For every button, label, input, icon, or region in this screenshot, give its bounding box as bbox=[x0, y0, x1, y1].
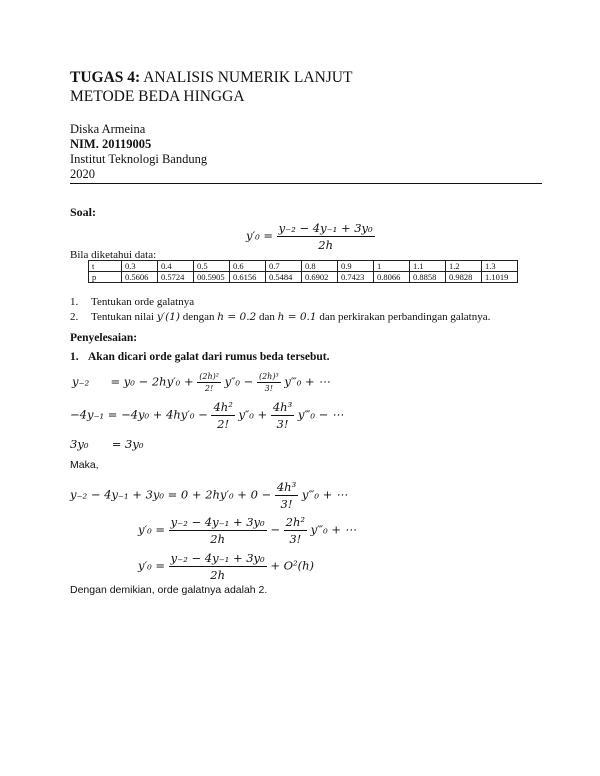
eq5-f1-numerator: y₋₂ − 4y₋₁ + 3y₀ bbox=[170, 515, 265, 529]
eq1-lhs: y₋₂ bbox=[72, 374, 90, 389]
p-cell: 1.1019 bbox=[482, 272, 518, 283]
question-text: dan bbox=[256, 311, 278, 323]
document-title bbox=[70, 68, 352, 106]
eq1-rhs-b: y″₀ − bbox=[224, 374, 254, 389]
row-label-t: t bbox=[89, 261, 122, 272]
question-math: y′(1) bbox=[156, 311, 181, 323]
data-intro: Bila diketahui data: bbox=[70, 249, 157, 261]
eq2-fraction-2 bbox=[271, 400, 294, 431]
eq4-lhs: y₋₂ − 4y₋₁ + 3y₀ = 0 + 2hy′₀ + 0 − bbox=[70, 487, 272, 502]
soal-formula bbox=[246, 221, 375, 252]
question-number: 2. bbox=[70, 311, 79, 323]
eq4-denominator: 3! bbox=[280, 497, 293, 511]
p-cell: 0.5484 bbox=[266, 272, 302, 283]
eq2-fraction-1 bbox=[211, 400, 234, 431]
eq1-fraction-1 bbox=[197, 372, 221, 393]
table-row-t bbox=[89, 261, 518, 272]
question-math: h = 0.2 bbox=[217, 311, 257, 323]
p-cell: 0.9828 bbox=[446, 272, 482, 283]
question-text: Tentukan orde galatnya bbox=[91, 296, 195, 308]
t-cell: 0.4 bbox=[158, 261, 194, 272]
soal-formula-numerator: y₋₂ − 4y₋₁ + 3y₀ bbox=[278, 221, 373, 235]
eq2-lhs: −4y₋₁ = −4y₀ + 4hy′₀ − bbox=[70, 407, 208, 422]
row-label-p: p bbox=[89, 272, 122, 283]
eq2-f1-denominator: 2! bbox=[217, 417, 230, 431]
t-cell: 0.6 bbox=[230, 261, 266, 272]
eq2-tail: y‴₀ − ⋯ bbox=[297, 407, 344, 422]
soal-heading: Soal: bbox=[70, 205, 97, 219]
eq5-fraction-1 bbox=[169, 515, 267, 546]
eq4-fraction bbox=[275, 480, 298, 511]
eq6-numerator: y₋₂ − 4y₋₁ + 3y₀ bbox=[170, 551, 265, 565]
subtitle: METODE BEDA HINGGA bbox=[70, 88, 245, 105]
t-cell: 0.8 bbox=[302, 261, 338, 272]
question-math: h = 0.1 bbox=[277, 311, 317, 323]
equation-3y0 bbox=[70, 437, 143, 451]
p-cell: 0.8858 bbox=[410, 272, 446, 283]
eq6-tail: + O²(h) bbox=[270, 558, 315, 573]
eq2-f1-numerator: 4h² bbox=[213, 400, 233, 414]
soal-formula-denominator: 2h bbox=[318, 238, 334, 252]
eq1-f1-numerator: (2h)² bbox=[199, 372, 219, 381]
eq2-mid: y″₀ + bbox=[238, 407, 268, 422]
question-item bbox=[70, 295, 490, 310]
eq5-mid: − bbox=[270, 522, 280, 537]
t-cell: 1.2 bbox=[446, 261, 482, 272]
conclusion-text: Dengan demikian, orde galatnya adalah 2. bbox=[70, 584, 268, 596]
title-line bbox=[70, 68, 352, 87]
t-cell: 0.3 bbox=[122, 261, 158, 272]
eq4-numerator: 4h³ bbox=[276, 480, 297, 494]
eq6-lhs: y′₀ = bbox=[138, 558, 166, 573]
p-cell: 0.6902 bbox=[302, 272, 338, 283]
soal-formula-lhs: y′₀ = bbox=[246, 228, 274, 243]
equation-order bbox=[138, 551, 314, 582]
eq5-fraction-2 bbox=[284, 515, 307, 546]
penyelesaian-heading: Penyelesaian: bbox=[70, 332, 138, 344]
step-text: Akan dicari orde galat dari rumus beda tersebut. bbox=[88, 351, 330, 363]
title-rest: ANALISIS NUMERIK LANJUT bbox=[140, 69, 353, 86]
t-cell: 0.5 bbox=[194, 261, 230, 272]
eq1-fraction-2 bbox=[257, 372, 281, 393]
author-name: Diska Armeina bbox=[70, 122, 146, 136]
t-cell: 1.3 bbox=[482, 261, 518, 272]
step-heading bbox=[70, 351, 330, 363]
question-item bbox=[70, 310, 490, 325]
author-year: 2020 bbox=[70, 167, 95, 181]
eq1-f1-denominator: 2! bbox=[204, 384, 214, 393]
eq6-fraction bbox=[169, 551, 267, 582]
p-cell: 0.5606 bbox=[122, 272, 158, 283]
soal-formula-fraction bbox=[277, 221, 375, 252]
question-number: 1. bbox=[70, 296, 79, 308]
question-list bbox=[70, 295, 490, 325]
equation-taylor-y-minus-2 bbox=[72, 372, 330, 393]
author-nim: NIM. 20119005 bbox=[70, 137, 152, 151]
eq5-lhs: y′₀ = bbox=[138, 522, 166, 537]
maka-label: Maka, bbox=[70, 459, 99, 471]
eq5-f2-denominator: 3! bbox=[289, 532, 302, 546]
eq6-denominator: 2h bbox=[210, 568, 226, 582]
question-text: dengan bbox=[180, 311, 218, 323]
eq2-f2-denominator: 3! bbox=[276, 417, 289, 431]
t-cell: 1.1 bbox=[410, 261, 446, 272]
eq1-rhs-a: = y₀ − 2hy′₀ + bbox=[110, 374, 194, 389]
eq5-f1-denominator: 2h bbox=[210, 532, 226, 546]
data-table bbox=[88, 260, 518, 283]
header-divider bbox=[70, 183, 542, 184]
question-text: Tentukan nilai bbox=[91, 311, 157, 323]
eq1-f2-numerator: (2h)³ bbox=[258, 372, 279, 381]
p-cell: 0.5724 bbox=[158, 272, 194, 283]
p-cell: 0.7423 bbox=[338, 272, 374, 283]
author-institution: Institut Teknologi Bandung bbox=[70, 152, 208, 166]
t-cell: 0.9 bbox=[338, 261, 374, 272]
equation-taylor-y-minus-1 bbox=[70, 400, 343, 431]
table-row-p bbox=[89, 272, 518, 283]
question-text: dan perkirakan perbandingan galatnya. bbox=[316, 311, 491, 323]
step-number: 1. bbox=[70, 351, 79, 363]
eq1-f2-denominator: 3! bbox=[264, 384, 273, 393]
p-cell: 0.8066 bbox=[374, 272, 410, 283]
eq5-f2-numerator: 2h² bbox=[285, 515, 305, 529]
eq3-lhs: 3y₀ bbox=[70, 437, 89, 451]
equation-derivative-error bbox=[138, 515, 356, 546]
eq2-f2-numerator: 4h³ bbox=[272, 400, 293, 414]
p-cell: 0.6156 bbox=[230, 272, 266, 283]
t-cell: 1 bbox=[374, 261, 410, 272]
equation-sum bbox=[70, 480, 347, 511]
eq3-rhs: = 3y₀ bbox=[111, 437, 144, 451]
eq4-tail: y‴₀ + ⋯ bbox=[301, 487, 348, 502]
title-bold: TUGAS 4: bbox=[70, 69, 141, 86]
t-cell: 0.7 bbox=[266, 261, 302, 272]
eq5-tail: y‴₀ + ⋯ bbox=[310, 522, 357, 537]
p-cell: 00.5905 bbox=[194, 272, 230, 283]
author-block bbox=[70, 122, 207, 182]
eq1-rhs-c: y‴₀ + ⋯ bbox=[284, 374, 330, 389]
